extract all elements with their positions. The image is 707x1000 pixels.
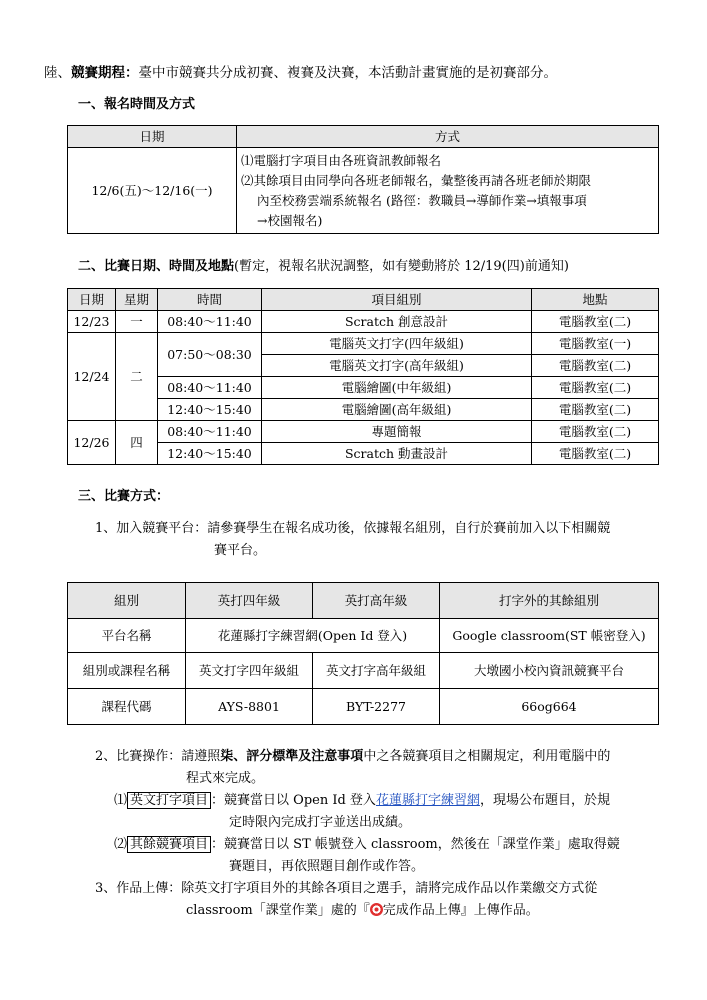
- header-date: 日期: [68, 126, 237, 148]
- row-item: 電腦繪圖(中年級組): [262, 377, 532, 399]
- row-item: 電腦繪圖(高年級組): [262, 399, 532, 421]
- row-place: 電腦教室(二): [532, 311, 659, 333]
- item2-line1: [95, 748, 610, 766]
- item3-text: 除英文打字項目外的其餘各項目之選手，請將完成作品以作業繳交方式從: [181, 881, 598, 896]
- item1-label: 1、加入競賽平台：: [95, 521, 208, 536]
- section2-note: (暫定，視報名狀況調整，如有變動將於 12/19(四)前通知): [234, 259, 569, 274]
- sub2-box: 其餘競賽項目: [127, 836, 211, 853]
- row-time: 12:40～15:40: [158, 399, 262, 421]
- table-row: [68, 311, 659, 333]
- sub1-num: ⑴: [114, 793, 128, 808]
- row-item: 電腦英文打字(四年級組): [262, 333, 532, 355]
- row-day: 一: [116, 311, 158, 333]
- registration-date: 12/6(五)～12/16(一): [68, 148, 237, 234]
- method-line-4: →校園報名): [257, 212, 323, 228]
- row-day: 四: [116, 421, 158, 465]
- platform-label: 平台名稱: [68, 619, 186, 653]
- method-line-3: 內至校務雲端系統報名 (路徑：教職員→導師作業→填報事項: [257, 192, 587, 208]
- course-label: 組別或課程名稱: [68, 653, 186, 689]
- table-row: [68, 653, 659, 689]
- row-day: 二: [116, 333, 158, 421]
- schedule-table: [67, 288, 659, 465]
- section-heading: [44, 64, 557, 82]
- sub1-text-a: ：競賽當日以 Open Id 登入: [211, 793, 376, 808]
- row-date: 12/26: [68, 421, 116, 465]
- platform-header-group: 組別: [68, 583, 186, 619]
- item2-line2: 程式來完成。: [186, 771, 265, 786]
- schedule-header-place: 地點: [532, 289, 659, 311]
- code-other: 66og664: [440, 689, 659, 725]
- row-time: 12:40～15:40: [158, 443, 262, 465]
- row-time: 08:40～11:40: [158, 311, 262, 333]
- schedule-header-day: 星期: [116, 289, 158, 311]
- item2-bold: 柒、評分標準及注意事項: [220, 749, 364, 764]
- item2-label: 2、比賽操作：: [95, 749, 182, 764]
- item1-text: 請參賽學生在報名成功後，依據報名組別，自行於賽前加入以下相關競: [207, 521, 611, 536]
- section2-heading: [78, 258, 569, 276]
- sub2-text: ：競賽當日以 ST 帳號登入 classroom，然後在「課堂作業」處取得競: [211, 837, 620, 852]
- sub1-box: 英文打字項目: [127, 792, 211, 809]
- row-place: 電腦教室(二): [532, 421, 659, 443]
- platform-header-senior: 英打高年級: [313, 583, 440, 619]
- heading-prefix: 陸、: [44, 65, 71, 81]
- header-method: 方式: [237, 126, 659, 148]
- item2-text-a: 請遵照: [181, 749, 221, 764]
- section2-title: 二、比賽日期、時間及地點: [78, 259, 235, 274]
- section1-title: 一、報名時間及方式: [78, 97, 196, 112]
- target-icon: [370, 903, 383, 916]
- table-row: [68, 689, 659, 725]
- course-grade4: 英文打字四年級組: [186, 653, 313, 689]
- item3-text2-a: classroom「課堂作業」處的『: [186, 903, 370, 918]
- row-item: 專題簡報: [262, 421, 532, 443]
- table-row: [68, 421, 659, 443]
- row-place: 電腦教室(一): [532, 333, 659, 355]
- sub2-line2: 賽題目，再依照題目創作或作答。: [229, 859, 425, 874]
- sub2-num: ⑵: [114, 837, 128, 852]
- code-label: 課程代碼: [68, 689, 186, 725]
- course-senior: 英文打字高年級組: [313, 653, 440, 689]
- section3-title: 三、比賽方式：: [78, 489, 170, 504]
- schedule-header-date: 日期: [68, 289, 116, 311]
- heading-text: 臺中市競賽共分成初賽、複賽及決賽，本活動計畫實施的是初賽部分。: [138, 65, 557, 81]
- row-time: 08:40～11:40: [158, 421, 262, 443]
- item3-text2-b: 完成作品上傳』上傳作品。: [382, 903, 539, 918]
- typing-site-link[interactable]: 花蓮縣打字練習網: [375, 793, 480, 808]
- item1-line2: 賽平台。: [214, 543, 267, 558]
- method-line-1: ⑴電腦打字項目由各班資訊教師報名: [241, 152, 442, 168]
- platform-typing: 花蓮縣打字練習網(Open Id 登入): [186, 619, 440, 653]
- row-date: 12/23: [68, 311, 116, 333]
- sub1-text-b: ，現場公布題目，於規: [479, 793, 610, 808]
- row-date: 12/24: [68, 333, 116, 421]
- item3-line2: [186, 902, 539, 920]
- table-row: [68, 619, 659, 653]
- code-senior: BYT-2277: [313, 689, 440, 725]
- row-item: Scratch 創意設計: [262, 311, 532, 333]
- table-row: [68, 333, 659, 355]
- platform-header-grade4: 英打四年級: [186, 583, 313, 619]
- platform-header-other: 打字外的其餘組別: [440, 583, 659, 619]
- sub2-line1: [114, 836, 620, 854]
- item3-line1: [95, 880, 597, 898]
- row-item: Scratch 動畫設計: [262, 443, 532, 465]
- item3-label: 3、作品上傳：: [95, 881, 182, 896]
- sub1-line1: [114, 792, 610, 810]
- item2-text-b: 中之各競賽項目之相關規定，利用電腦中的: [363, 749, 611, 764]
- row-time: 08:40～11:40: [158, 377, 262, 399]
- schedule-header-item: 項目組別: [262, 289, 532, 311]
- code-grade4: AYS-8801: [186, 689, 313, 725]
- sub1-line2: 定時限內完成打字並送出成績。: [229, 815, 412, 830]
- row-place: 電腦教室(二): [532, 355, 659, 377]
- row-item: 電腦英文打字(高年級組): [262, 355, 532, 377]
- platform-other: Google classroom(ST 帳密登入): [440, 619, 659, 653]
- method-line-2: ⑵其餘項目由同學向各班老師報名，彙整後再請各班老師於期限: [241, 172, 592, 188]
- platform-table: [67, 582, 659, 725]
- row-place: 電腦教室(二): [532, 443, 659, 465]
- item1-line1: [95, 520, 610, 538]
- registration-table: [67, 125, 659, 234]
- row-place: 電腦教室(二): [532, 399, 659, 421]
- schedule-header-time: 時間: [158, 289, 262, 311]
- row-place: 電腦教室(二): [532, 377, 659, 399]
- course-other: 大墩國小校內資訊競賽平台: [440, 653, 659, 689]
- row-time: 07:50～08:30: [158, 333, 262, 377]
- heading-title: 競賽期程：: [71, 65, 139, 81]
